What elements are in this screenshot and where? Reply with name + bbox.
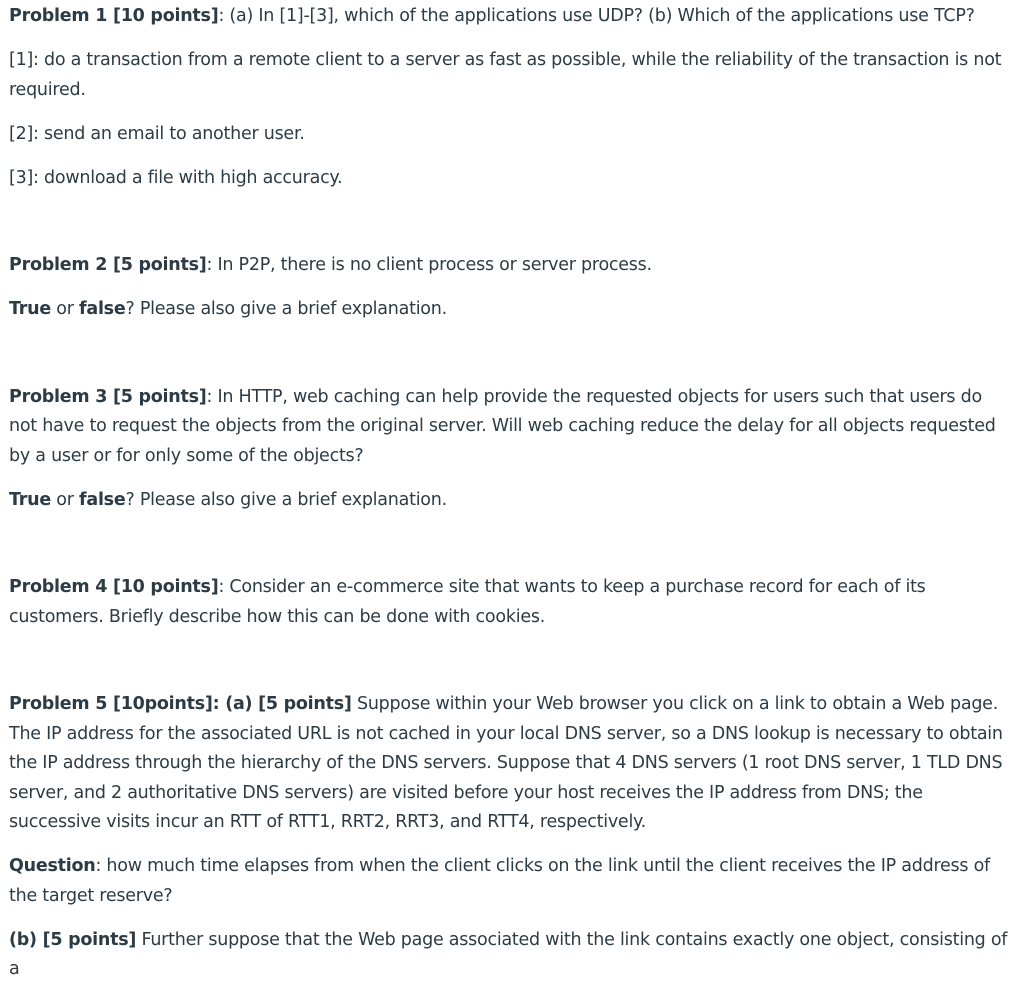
problem-2-true-label: True (9, 299, 51, 319)
problem-3-heading: Problem 3 [5 points] (9, 386, 207, 407)
problem-2-true-false (9, 295, 1015, 325)
problem-1-item-3: [3]: download a file with high accuracy. (9, 167, 343, 188)
problem-2-question-text: : In P2P, there is no client process or server process. (206, 255, 652, 275)
problem-4-heading: Problem 4 [10 points] (9, 577, 219, 597)
problem-5-part-a (9, 690, 1015, 838)
problem-1-heading: Problem 1 [10 points] (9, 6, 219, 26)
problem-4-question (9, 573, 1015, 632)
problem-5-question (9, 852, 1015, 911)
problem-1-item-2: [2]: send an email to another user. (9, 123, 305, 144)
problem-4-question-text: : Consider an e-commerce site that wants to keep a purchase record for each of its customers. Briefly describe how this can be done with cookies. (9, 577, 926, 627)
problem-3-true-label: True (9, 489, 51, 510)
problem-3-false-label: false (79, 489, 126, 510)
problem-2-false-label: false (79, 299, 126, 319)
problem-3-or: or (50, 489, 80, 510)
problem-5-part-b (9, 926, 1015, 985)
document-body (9, 2, 1015, 985)
problem-5-part-b-text: Further suppose that the Web page associated with the link contains exactly one object, consisting of a (9, 929, 1008, 979)
problem-2-question (9, 251, 1015, 281)
problem-5-part-a-text: Suppose within your Web browser you click on a link to obtain a Web page. The IP address for the associated URL is not cached in your local DNS server, so a DNS lookup is necessary to obtain the IP address through the hierarchy of the DNS servers. Suppose that 4 DNS servers (1 root DNS server, 1 TLD DNS server, and 2 authoritative DNS servers) are visited before your host receives the IP address from DNS; the successive visits incur an RTT of RTT1, RRT2, RRT3, and RTT4, respectively. (9, 694, 1003, 832)
problem-5-part-b-label: (b) [5 points] (9, 929, 137, 950)
problem-5-heading: Problem 5 [10points]: (a) [5 points] (9, 694, 352, 714)
problem-2-instruction: ? Please also give a brief explanation. (125, 299, 447, 319)
problem-3-instruction: ? Please also give a brief explanation. (125, 489, 447, 510)
problem-1-item-1: [1]: do a transaction from a remote client to a server as fast as possible, while the reliability of the transaction is not required. (9, 50, 1002, 100)
problem-3-question-text: : In HTTP, web caching can help provide the requested objects for users such that users do not have to request the objects from the original server. Will web caching reduce the delay for all objects requested by a user or for only some of the objects? (9, 386, 996, 466)
problem-1-question (9, 2, 1015, 32)
problem-5-question-text: : how much time elapses from when the client clicks on the link until the client receives the IP address of the target reserve? (9, 856, 990, 906)
problem-2-or: or (50, 299, 80, 319)
problem-1-question-text: : (a) In [1]-[3], which of the applications use UDP? (b) Which of the applications use TCP? (218, 6, 975, 26)
problem-2-heading: Problem 2 [5 points] (9, 255, 207, 275)
problem-3-true-false (9, 486, 1015, 516)
problem-3-question (9, 383, 1015, 472)
problem-5-question-label: Question (9, 856, 96, 876)
